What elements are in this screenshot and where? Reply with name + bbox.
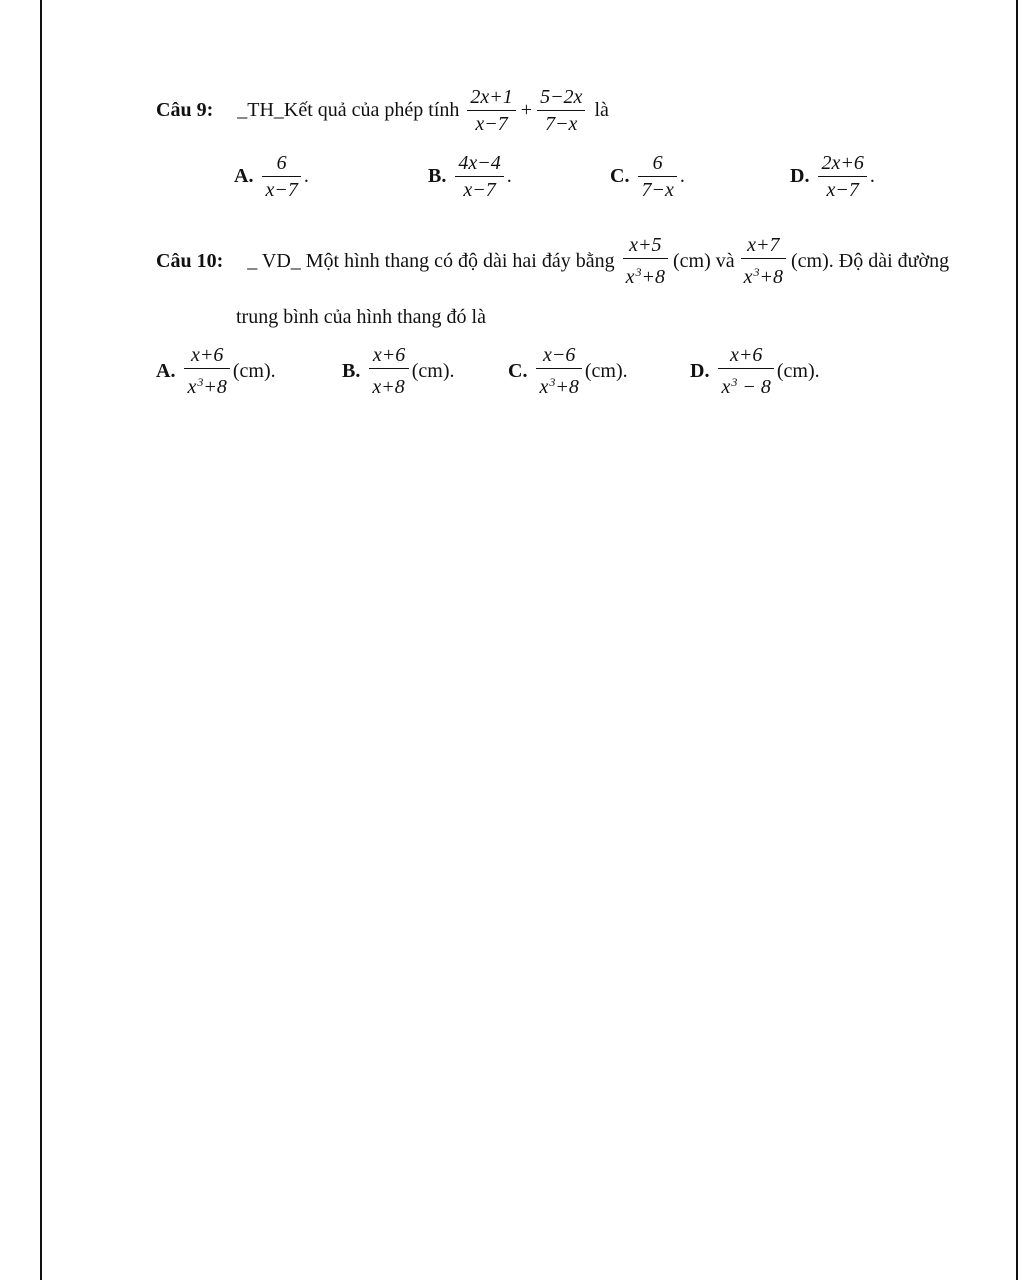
denominator: x+8 xyxy=(372,376,405,399)
option-fraction xyxy=(536,342,581,400)
denominator: 7−x xyxy=(641,179,674,202)
option-tail: . xyxy=(869,165,875,188)
q9-fraction-2-numerator: 5−2x xyxy=(540,86,583,108)
question-10-line-2: trung bình của hình thang đó là xyxy=(236,306,486,328)
unit-text-1: (cm) và xyxy=(672,249,735,272)
question-9-text: _TH_Kết quả của phép tính xyxy=(237,99,460,122)
numerator: x+6 xyxy=(372,344,406,366)
q9-fraction-1-denominator: x−7 xyxy=(475,113,508,136)
numerator: x+6 xyxy=(190,344,224,366)
option-tail: . xyxy=(679,165,685,188)
denominator: x−7 xyxy=(463,179,496,202)
q9-option-a[interactable] xyxy=(234,150,309,203)
numerator: 6 xyxy=(276,152,287,174)
question-9-label: Câu 9: xyxy=(156,99,214,122)
unit-text-2: (cm). Độ dài đường xyxy=(791,249,950,272)
option-tail: (cm). xyxy=(584,359,628,382)
numerator: 4x−4 xyxy=(458,152,501,174)
question-9-suffix: là xyxy=(594,99,609,122)
q10-option-d[interactable] xyxy=(690,342,820,400)
option-fraction xyxy=(818,150,866,203)
q9-option-d[interactable] xyxy=(790,150,875,203)
option-label: C. xyxy=(508,359,528,382)
option-label: B. xyxy=(342,359,361,382)
denominator: x−7 xyxy=(265,179,298,202)
denominator: $x^3+8$ xyxy=(539,375,579,399)
option-tail: . xyxy=(506,165,512,188)
option-tail: . xyxy=(303,165,309,188)
q9-option-c[interactable] xyxy=(610,150,685,203)
q10-option-c[interactable] xyxy=(508,342,628,400)
q10-option-a[interactable] xyxy=(156,342,276,400)
question-10-stem xyxy=(156,232,949,290)
q9-fraction-2-denominator: 7−x xyxy=(545,113,578,136)
denominator: $x^3 - 8$ xyxy=(721,375,771,399)
numerator: x+5 xyxy=(629,234,662,256)
q10-option-b[interactable] xyxy=(342,342,454,400)
option-fraction xyxy=(369,342,408,400)
question-10-text: _ VD_ Một hình thang có độ dài hai đáy bằng xyxy=(247,249,615,272)
numerator: 2x+6 xyxy=(821,152,864,174)
option-label: A. xyxy=(156,359,176,382)
denominator: $x^3+8$ xyxy=(625,265,665,289)
option-fraction xyxy=(184,342,229,400)
q9-fraction-1 xyxy=(467,84,515,137)
option-tail: (cm). xyxy=(776,359,820,382)
option-tail: (cm). xyxy=(232,359,276,382)
q9-fraction-1-numerator: 2x+1 xyxy=(470,86,513,108)
q9-operator: + xyxy=(520,99,533,122)
option-tail: (cm). xyxy=(411,359,455,382)
option-label: D. xyxy=(790,165,810,188)
numerator: x+6 xyxy=(729,344,763,366)
option-label: D. xyxy=(690,359,710,382)
option-label: A. xyxy=(234,165,254,188)
numerator: x+7 xyxy=(747,234,780,256)
question-9-stem xyxy=(156,84,609,137)
option-fraction xyxy=(262,150,300,203)
numerator: 6 xyxy=(652,152,663,174)
option-label: C. xyxy=(610,165,630,188)
denominator: x−7 xyxy=(826,179,859,202)
option-label: B. xyxy=(428,165,447,188)
q10-fraction-1 xyxy=(623,232,668,290)
option-fraction xyxy=(638,150,676,203)
option-fraction xyxy=(718,342,773,400)
q9-option-b[interactable] xyxy=(428,150,512,203)
q9-fraction-2 xyxy=(537,84,585,137)
question-10-label: Câu 10: xyxy=(156,249,224,272)
denominator: $x^3+8$ xyxy=(187,375,227,399)
numerator: x−6 xyxy=(542,344,576,366)
denominator: $x^3+8$ xyxy=(743,265,784,289)
q10-fraction-2 xyxy=(741,232,786,290)
option-fraction xyxy=(455,150,503,203)
